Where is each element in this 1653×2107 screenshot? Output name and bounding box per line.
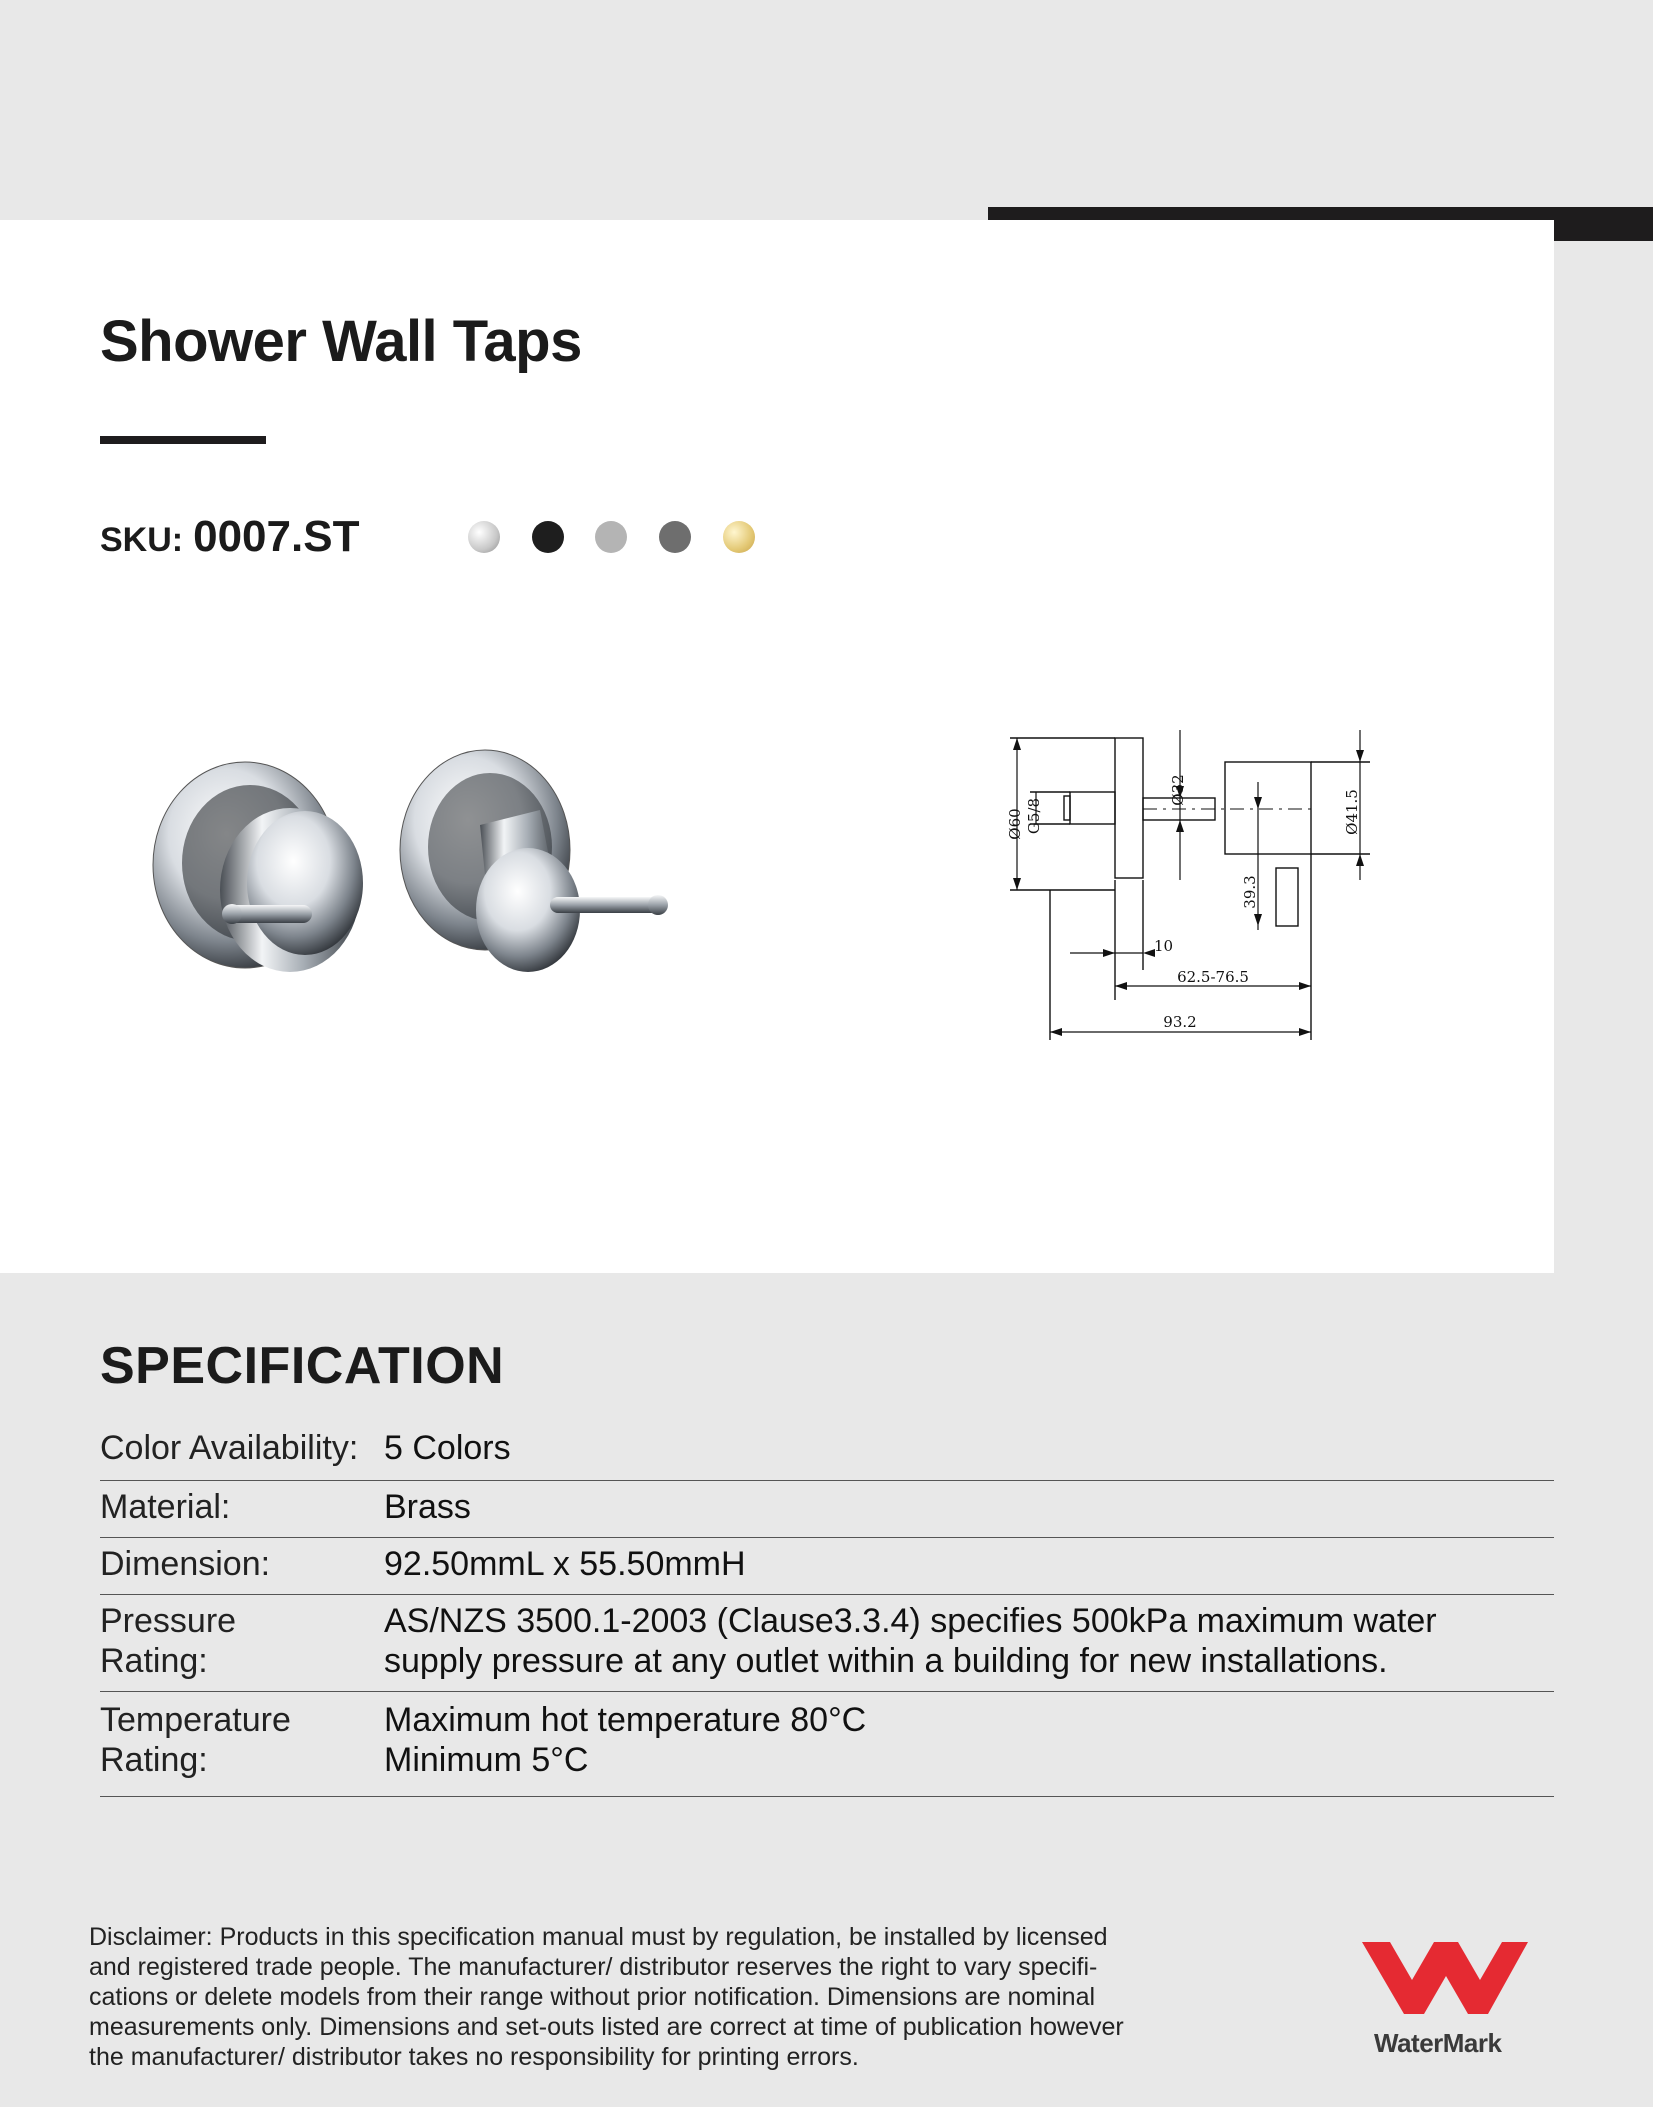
spec-label: Material: bbox=[100, 1488, 231, 1526]
spec-row-temperature bbox=[100, 1692, 1554, 1797]
swatch-gun-metal bbox=[659, 521, 691, 553]
spec-row-material bbox=[100, 1481, 1554, 1538]
dim-d60: Ø60 bbox=[1006, 808, 1024, 840]
dim-w10: 10 bbox=[1154, 937, 1174, 955]
top-band bbox=[0, 0, 1653, 220]
dim-total: 93.2 bbox=[1163, 1013, 1197, 1031]
title-underline bbox=[100, 436, 266, 444]
dim-d415: Ø41.5 bbox=[1343, 789, 1361, 835]
sku-label: SKU: bbox=[100, 521, 184, 559]
dim-range: 62.5-76.5 bbox=[1177, 968, 1249, 986]
spec-value: 92.50mmL x 55.50mmH bbox=[384, 1545, 746, 1583]
spec-value: 5 Colors bbox=[384, 1429, 511, 1467]
spec-row-dimension bbox=[100, 1538, 1554, 1595]
sku-value: 0007.ST bbox=[193, 512, 360, 561]
spec-value: Brass bbox=[384, 1488, 471, 1526]
watermark-logo-icon bbox=[1360, 1940, 1530, 2015]
spec-row-color bbox=[100, 1424, 1554, 1481]
tap-hot bbox=[153, 762, 363, 972]
dim-h393: 39.3 bbox=[1241, 875, 1259, 909]
sku bbox=[100, 512, 359, 562]
spec-label: Dimension: bbox=[100, 1545, 271, 1583]
spec-label: Temperature Rating: bbox=[100, 1701, 291, 1779]
swatch-matte-black bbox=[532, 521, 564, 553]
spec-value: AS/NZS 3500.1-2003 (Clause3.3.4) specifies 500kPa maximum water supply pressure at any outlet within a building for new installations. bbox=[384, 1602, 1437, 1680]
spec-label: Pressure Rating: bbox=[100, 1602, 237, 1680]
tap-cold bbox=[400, 750, 668, 972]
dim-d32: Ø32 bbox=[1169, 774, 1187, 806]
disclaimer: Disclaimer: Products in this specification manual must by regulation, be installed by licensed and registered trade people. The manufacturer/ distributor reserves the right to vary specifi- cations or delete models from their range without prior notification. Dimensions are nominal measurements only. Dimensions and set-outs listed are correct at time of publication however the manufacturer/ distributor takes no responsibility for printing errors. bbox=[89, 1923, 1124, 2071]
swatch-brushed-gold bbox=[723, 521, 755, 553]
spec-value: Maximum hot temperature 80°C Minimum 5°C bbox=[384, 1701, 867, 1779]
product-title: Shower Wall Taps bbox=[100, 309, 582, 374]
watermark-text: WaterMark bbox=[1374, 2028, 1502, 2058]
spec-table bbox=[100, 1424, 1554, 1797]
swatch-brushed-nickel bbox=[595, 521, 627, 553]
product-photo bbox=[140, 715, 700, 1015]
spec-heading: SPECIFICATION bbox=[100, 1337, 505, 1395]
technical-drawing bbox=[990, 720, 1400, 1050]
spec-label: Color Availability: bbox=[100, 1429, 359, 1467]
spec-row-pressure bbox=[100, 1595, 1554, 1692]
dim-g58: G5/8 bbox=[1025, 797, 1043, 835]
swatch-chrome bbox=[468, 521, 500, 553]
